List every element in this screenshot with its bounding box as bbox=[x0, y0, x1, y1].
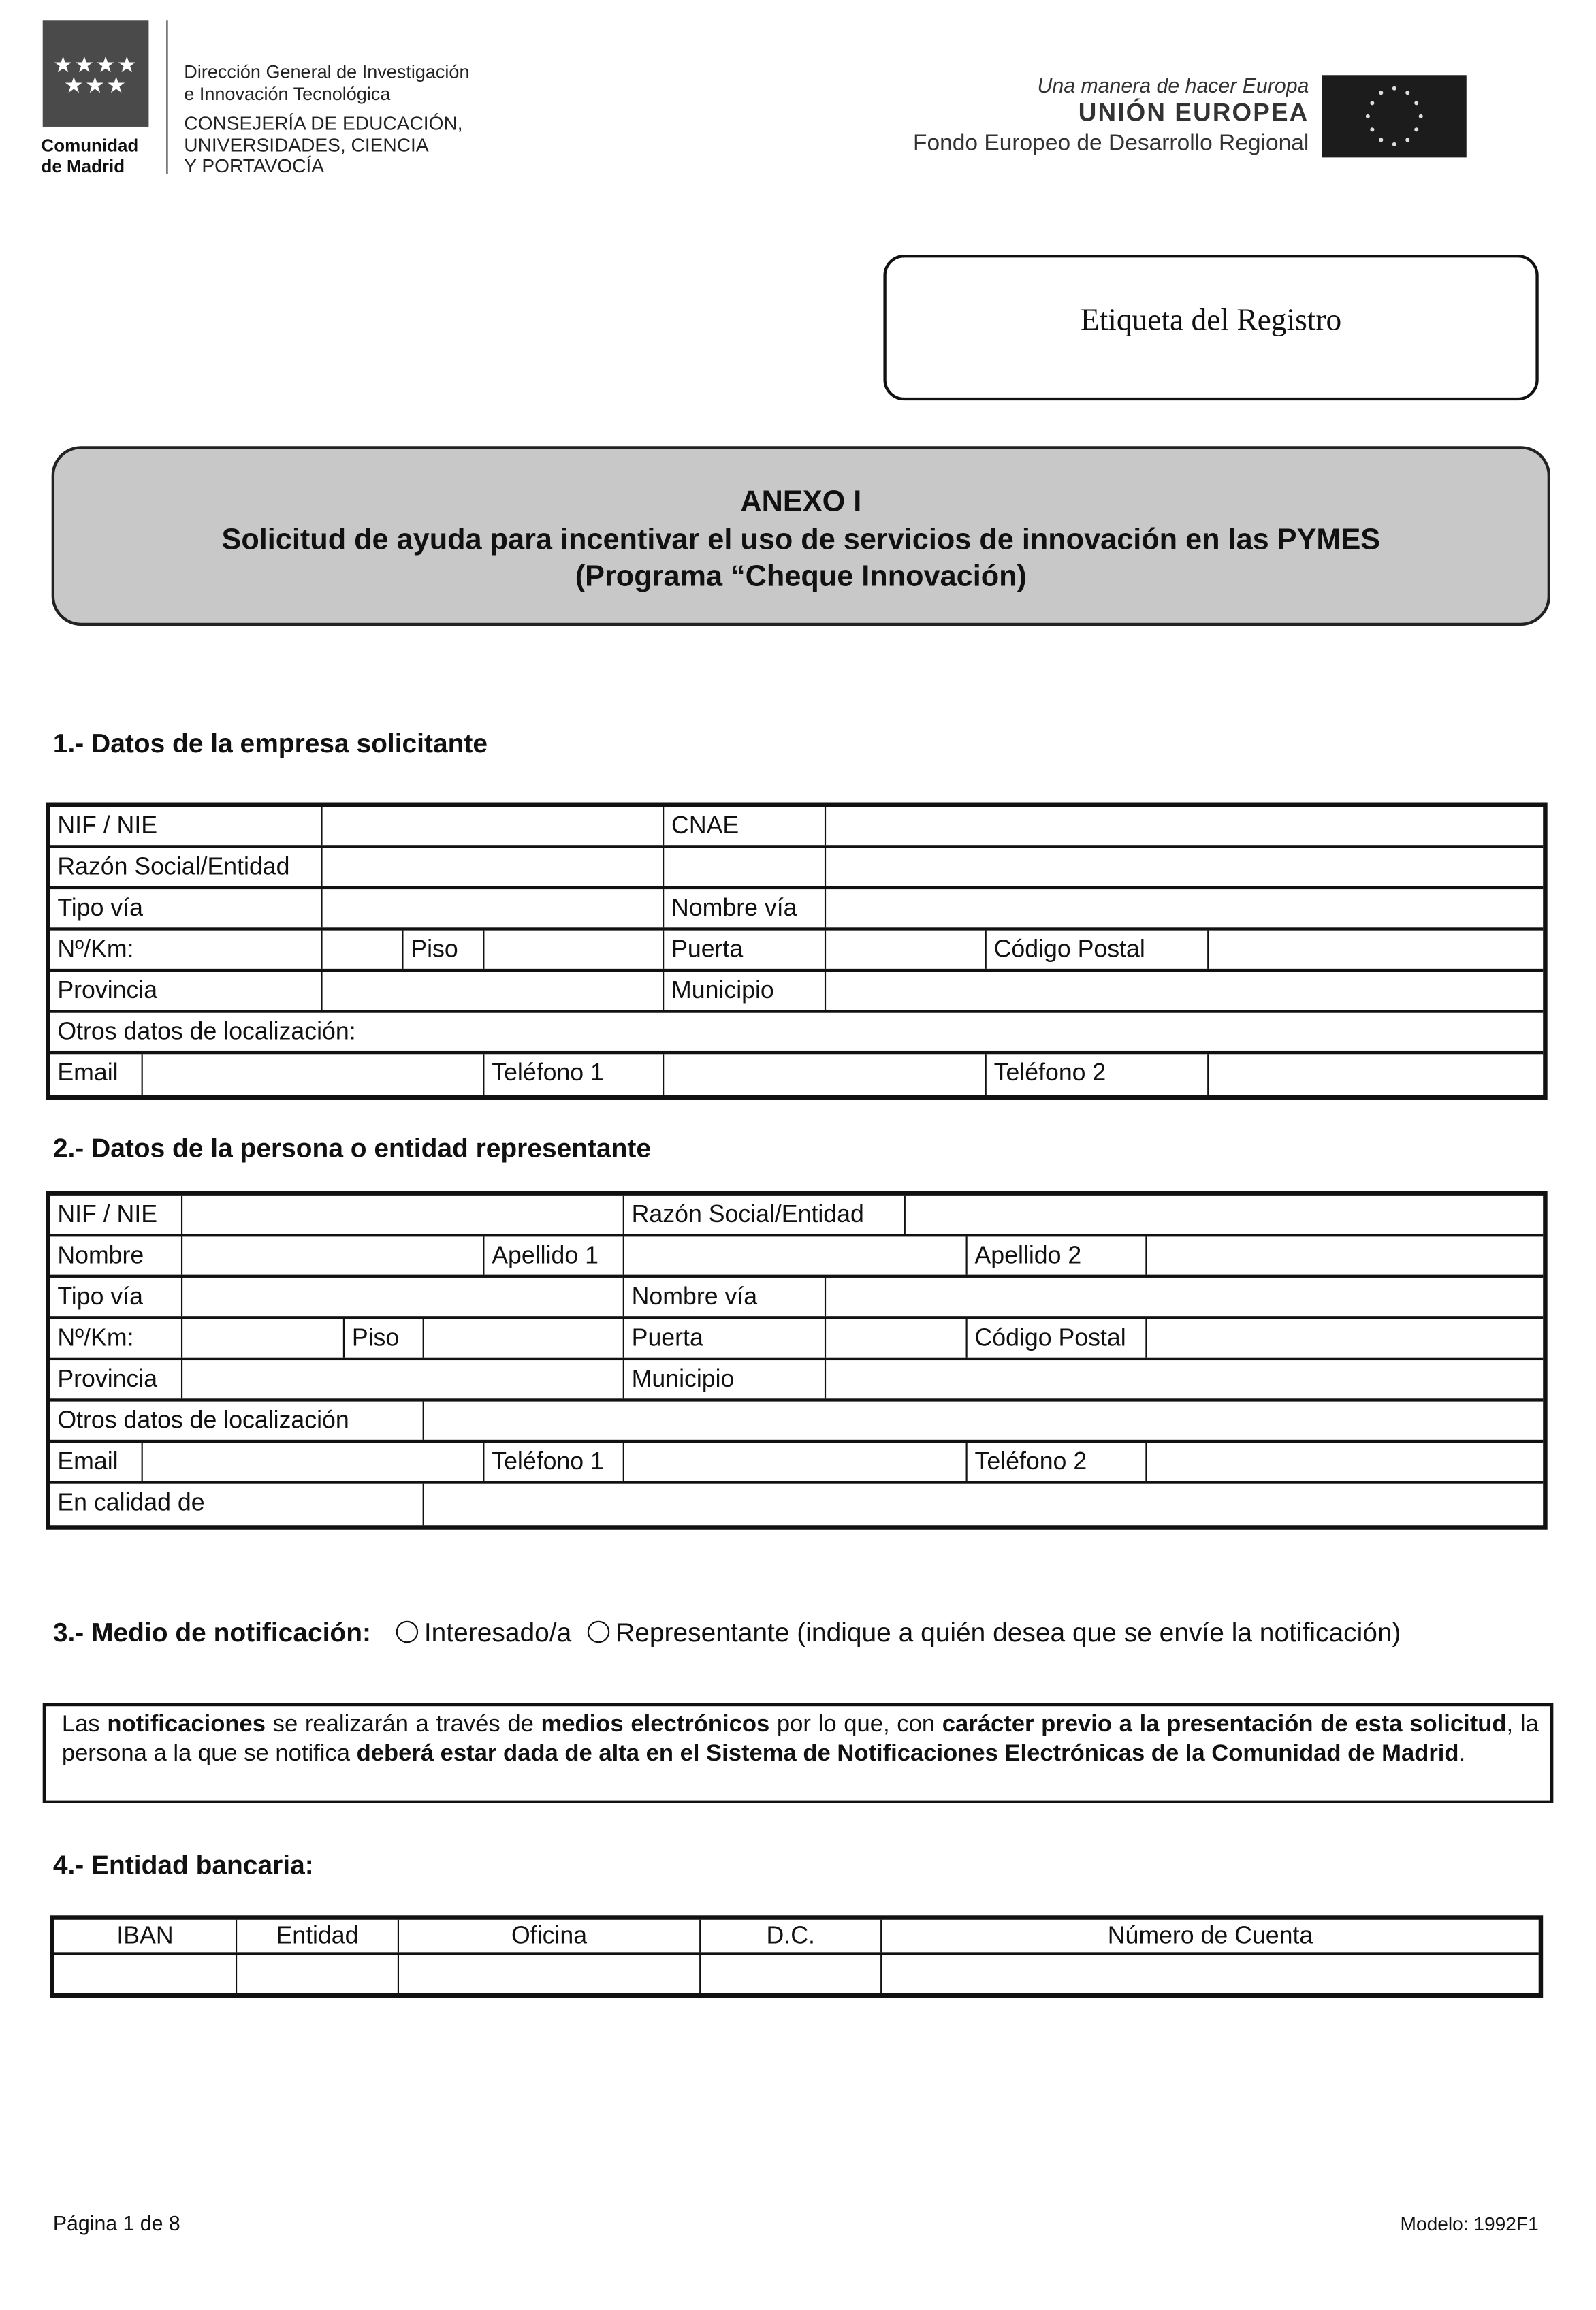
ministry-line: UNIVERSIDADES, CIENCIA bbox=[184, 133, 429, 156]
department-name bbox=[184, 62, 469, 106]
table-row bbox=[50, 1484, 1544, 1526]
notice-text: , la persona a la que se notifica bbox=[61, 1712, 1539, 1767]
notice-text: notificaciones bbox=[107, 1712, 266, 1737]
entidad-field[interactable] bbox=[237, 1955, 399, 1993]
provincia-field[interactable] bbox=[323, 972, 665, 1010]
table-row bbox=[50, 807, 1544, 848]
col-dc: D.C. bbox=[701, 1920, 882, 1953]
num-km-field[interactable] bbox=[323, 931, 404, 969]
rep-en-calidad-de-field[interactable] bbox=[424, 1484, 1543, 1526]
label-codigo-postal: Código Postal bbox=[968, 1319, 1147, 1358]
label-nif: NIF / NIE bbox=[50, 1196, 183, 1234]
label-nif: NIF / NIE bbox=[50, 807, 323, 845]
madrid-name-line: Comunidad bbox=[41, 135, 139, 157]
col-numero-cuenta: Número de Cuenta bbox=[1107, 1923, 1313, 1950]
option-representante-label: Representante (indique a quién desea que se envíe la notificación) bbox=[616, 1618, 1401, 1648]
table-row bbox=[50, 1054, 1544, 1095]
notification-method bbox=[53, 1618, 1401, 1648]
title-box bbox=[52, 446, 1550, 626]
label-apellido-2: Apellido 2 bbox=[968, 1236, 1147, 1274]
rep-razon-social-field[interactable] bbox=[906, 1196, 1543, 1234]
notice-text: . bbox=[1458, 1742, 1466, 1767]
table-row bbox=[50, 1196, 1544, 1237]
rep-provincia-field[interactable] bbox=[182, 1360, 624, 1398]
label-nombre-via: Nombre vía bbox=[664, 889, 826, 927]
eu-flag-icon bbox=[1322, 75, 1467, 157]
table-row bbox=[50, 931, 1544, 972]
table-row bbox=[50, 1278, 1544, 1319]
label-telefono-1: Teléfono 1 bbox=[484, 1443, 624, 1481]
municipio-field[interactable] bbox=[826, 972, 1543, 1010]
notice-text: Las bbox=[61, 1712, 108, 1737]
ministry-name bbox=[184, 114, 462, 178]
email-field[interactable] bbox=[143, 1054, 485, 1095]
codigo-postal-field[interactable] bbox=[1209, 931, 1543, 969]
eu-name: UNIÓN EUROPEA bbox=[1078, 98, 1309, 127]
ministry-line: Y PORTAVOCÍA bbox=[184, 155, 324, 177]
label-municipio: Municipio bbox=[624, 1360, 826, 1398]
rep-nombre-field[interactable] bbox=[182, 1236, 484, 1274]
option-interesado-label: Interesado/a bbox=[424, 1618, 572, 1648]
ministry-line: CONSEJERÍA DE EDUCACIÓN, bbox=[184, 112, 463, 134]
notice-text: deberá estar dada de alta en el Sistema de Notificaciones Electrónicas de la Comunidad de Madrid bbox=[356, 1742, 1459, 1767]
table-row bbox=[50, 972, 1544, 1013]
section2-heading: 2.- Datos de la persona o entidad representante bbox=[52, 1134, 652, 1164]
label-municipio: Municipio bbox=[664, 972, 826, 1010]
razon-social-field-3[interactable] bbox=[826, 848, 1543, 886]
rep-puerta-field[interactable] bbox=[826, 1319, 968, 1358]
program-title: (Programa “Cheque Innovación) bbox=[575, 560, 1027, 594]
numero-cuenta-field[interactable] bbox=[882, 1955, 1538, 1993]
otros-datos-field[interactable]: Otros datos de localización: bbox=[57, 1018, 356, 1046]
telefono-2-field[interactable] bbox=[1209, 1054, 1543, 1095]
label-razon-social: Razón Social/Entidad bbox=[624, 1196, 906, 1234]
telefono-1-field[interactable] bbox=[664, 1054, 987, 1095]
annex-title: ANEXO I bbox=[740, 485, 862, 519]
model-number: Modelo: 1992F1 bbox=[1400, 2213, 1539, 2235]
label-email: Email bbox=[50, 1054, 143, 1095]
bank-data-row bbox=[54, 1955, 1539, 1993]
section4-heading: 4.- Entidad bancaria: bbox=[52, 1850, 314, 1880]
label-num-km: Nº/Km: bbox=[50, 1319, 183, 1358]
label-email: Email bbox=[50, 1443, 143, 1481]
bank-account-table bbox=[50, 1915, 1544, 1998]
label-tipo-via: Tipo vía bbox=[50, 1278, 183, 1316]
notice-text: se realizarán a través de bbox=[265, 1712, 541, 1737]
razon-social-field[interactable] bbox=[323, 848, 665, 886]
notice-text: carácter previo a la presentación de esta solicitud bbox=[942, 1712, 1507, 1737]
puerta-field[interactable] bbox=[826, 931, 987, 969]
oficina-field[interactable] bbox=[399, 1955, 701, 1993]
label-en-calidad-de: En calidad de bbox=[50, 1484, 424, 1526]
label-otros-datos: Otros datos de localización bbox=[50, 1402, 424, 1440]
rep-apellido-1-field[interactable] bbox=[624, 1236, 968, 1274]
col-entidad: Entidad bbox=[237, 1920, 399, 1953]
label-tipo-via: Tipo vía bbox=[50, 889, 323, 927]
table-row bbox=[50, 1360, 1544, 1402]
col-oficina: Oficina bbox=[399, 1920, 701, 1953]
table-row bbox=[50, 889, 1544, 931]
razon-social-field-2[interactable] bbox=[664, 848, 826, 886]
department-line: e Innovación Tecnológica bbox=[184, 84, 391, 105]
table-row bbox=[50, 1402, 1544, 1443]
registry-label-box: Etiqueta del Registro bbox=[883, 255, 1538, 400]
iban-field[interactable] bbox=[54, 1955, 237, 1993]
label-apellido-1: Apellido 1 bbox=[484, 1236, 624, 1274]
label-provincia: Provincia bbox=[50, 972, 323, 1010]
page-number: Página 1 de 8 bbox=[52, 2211, 180, 2235]
radio-representante[interactable] bbox=[588, 1621, 609, 1643]
rep-tipo-via-field[interactable] bbox=[182, 1278, 624, 1316]
eu-fund: Fondo Europeo de Desarrollo Regional bbox=[913, 131, 1309, 157]
company-data-table bbox=[46, 803, 1548, 1100]
table-row bbox=[50, 848, 1544, 890]
rep-email-field[interactable] bbox=[143, 1443, 485, 1481]
nombre-via-field[interactable] bbox=[826, 889, 1543, 927]
label-codigo-postal: Código Postal bbox=[987, 931, 1209, 969]
cnae-field[interactable] bbox=[826, 807, 1543, 845]
form-title: Solicitud de ayuda para incentivar el uso de servicios de innovación en las PYMES bbox=[221, 523, 1381, 556]
rep-piso-field[interactable] bbox=[424, 1319, 624, 1358]
label-num-km: Nº/Km: bbox=[50, 931, 323, 969]
rep-otros-datos-field[interactable] bbox=[424, 1402, 1543, 1440]
rep-municipio-field[interactable] bbox=[826, 1360, 1543, 1398]
section1-heading: 1.- Datos de la empresa solicitante bbox=[52, 728, 488, 758]
tipo-via-field[interactable] bbox=[323, 889, 665, 927]
label-puerta: Puerta bbox=[624, 1319, 826, 1358]
rep-num-km-field[interactable] bbox=[182, 1319, 345, 1358]
bank-header-row bbox=[54, 1920, 1539, 1955]
table-row bbox=[50, 1236, 1544, 1278]
rep-telefono-1-field[interactable] bbox=[624, 1443, 968, 1481]
label-piso: Piso bbox=[403, 931, 484, 969]
madrid-logo: ★★★★ ★★★ bbox=[43, 20, 149, 127]
notice-text: por lo que, con bbox=[769, 1712, 942, 1737]
notification-notice bbox=[43, 1703, 1554, 1803]
label-provincia: Provincia bbox=[50, 1360, 183, 1398]
rep-telefono-2-field[interactable] bbox=[1147, 1443, 1544, 1481]
madrid-name bbox=[42, 135, 139, 177]
rep-nif-field[interactable] bbox=[182, 1196, 624, 1234]
dc-field[interactable] bbox=[701, 1955, 882, 1993]
label-nombre-via: Nombre vía bbox=[624, 1278, 826, 1316]
label-telefono-2: Teléfono 2 bbox=[968, 1443, 1147, 1481]
label-piso: Piso bbox=[345, 1319, 424, 1358]
table-row bbox=[50, 1013, 1544, 1055]
representative-data-table bbox=[46, 1191, 1548, 1529]
label-cnae: CNAE bbox=[664, 807, 826, 845]
rep-nombre-via-field[interactable] bbox=[826, 1278, 1543, 1316]
section3-heading: 3.- Medio de notificación: bbox=[52, 1618, 371, 1648]
col-iban: IBAN bbox=[54, 1920, 237, 1953]
nif-field[interactable] bbox=[323, 807, 665, 845]
label-telefono-2: Teléfono 2 bbox=[987, 1054, 1209, 1095]
rep-codigo-postal-field[interactable] bbox=[1147, 1319, 1544, 1358]
table-row bbox=[50, 1443, 1544, 1484]
table-row bbox=[50, 1319, 1544, 1361]
label-nombre: Nombre bbox=[50, 1236, 183, 1274]
eu-slogan: Una manera de hacer Europa bbox=[1037, 74, 1309, 97]
notice-text: medios electrónicos bbox=[541, 1712, 770, 1737]
label-telefono-1: Teléfono 1 bbox=[484, 1054, 664, 1095]
label-razon-social: Razón Social/Entidad bbox=[50, 848, 323, 886]
department-line: Dirección General de Investigación bbox=[184, 61, 470, 83]
madrid-name-line: de Madrid bbox=[41, 156, 125, 177]
radio-interesado[interactable] bbox=[396, 1621, 418, 1643]
rep-apellido-2-field[interactable] bbox=[1147, 1236, 1544, 1274]
piso-field[interactable] bbox=[484, 931, 664, 969]
logo-divider bbox=[166, 20, 167, 174]
label-puerta: Puerta bbox=[664, 931, 826, 969]
